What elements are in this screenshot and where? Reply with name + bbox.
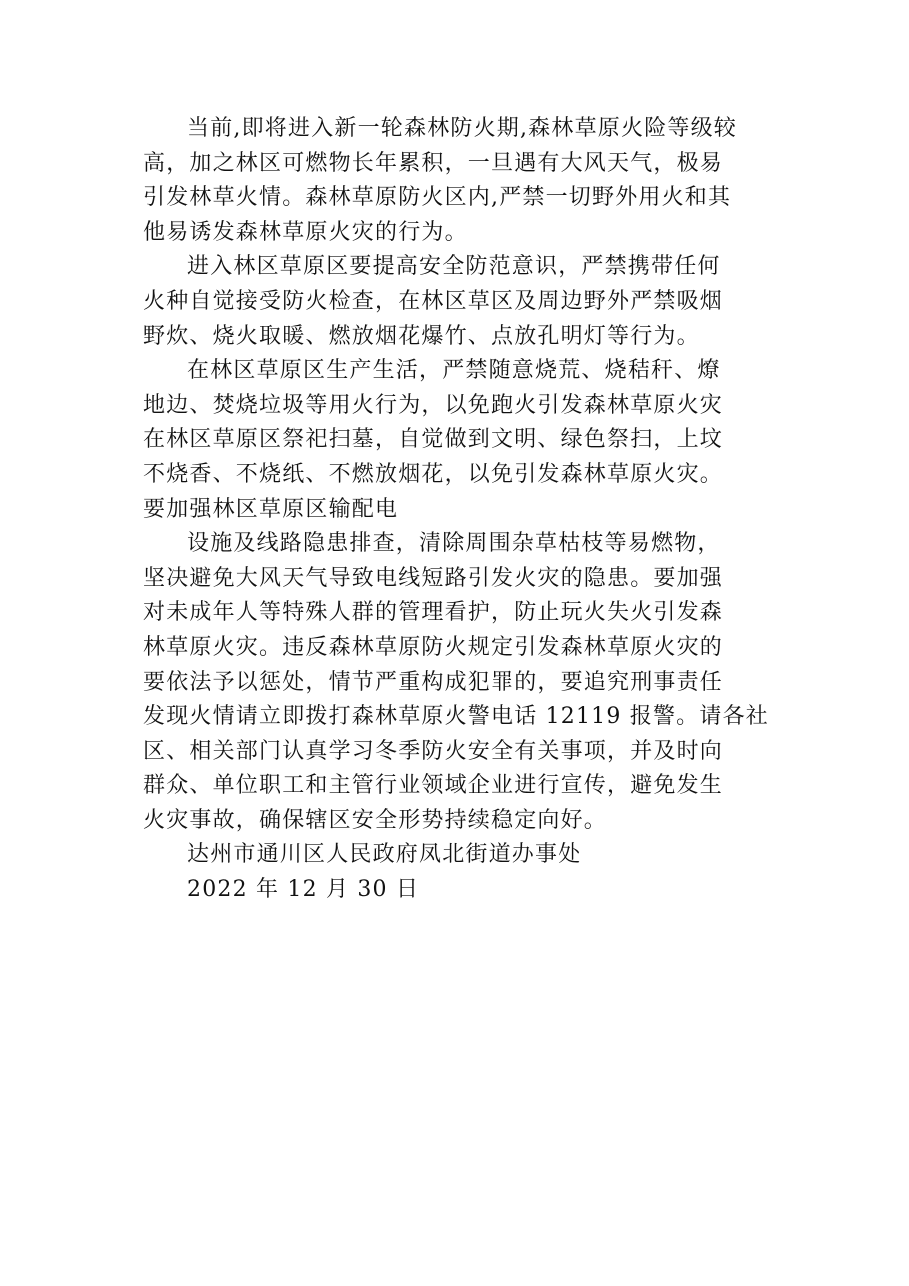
text-line: 要加强林区草原区输配电 [143, 496, 399, 522]
text-line: 不烧香、不烧纸、不燃放烟花，以免引发森林草原火灾。 [143, 461, 724, 487]
text-line: 当前,即将进入新一轮森林防火期,森林草原火险等级较 [187, 116, 737, 141]
issuer-name: 达州市通川区人民政府凤北街道办事处 [187, 842, 582, 868]
text-line: 林草原火灾。违反森林草原防火规定引发森林草原火灾的 [143, 634, 724, 660]
text-line: 火灾事故，确保辖区安全形势持续稳定向好。 [143, 807, 608, 833]
text-line: 区、相关部门认真学习冬季防火安全有关事项，并及时向 [143, 738, 724, 764]
text-line: 坚决避免大风天气导致电线短路引发火灾的隐患。要加强 [143, 565, 724, 591]
issue-date: 2022 年 12 月 30 日 [187, 877, 420, 903]
text-line: 在林区草原区祭祀扫墓，自觉做到文明、绿色祭扫，上坟 [143, 427, 724, 453]
text-line: 对未成年人等特殊人群的管理看护，防止玩火失火引发森 [143, 600, 724, 626]
text-line: 高，加之林区可燃物长年累积，一旦遇有大风天气，极易 [143, 150, 724, 176]
text-line: 进入林区草原区要提高安全防范意识，严禁携带任何 [187, 254, 721, 280]
text-line: 要依法予以惩处，情节严重构成犯罪的，要追究刑事责任 [143, 669, 724, 695]
text-line: 引发林草火情。森林草原防火区内,严禁一切野外用火和其 [143, 185, 732, 211]
text-line: 发现火情请立即拨打森林草原火警电话 12119 报警。请各社 [143, 704, 769, 730]
text-line: 地边、焚烧垃圾等用火行为，以免跑火引发森林草原火灾 [143, 392, 724, 418]
notice-body [143, 112, 783, 908]
text-line: 火种自觉接受防火检查，在林区草区及周边野外严禁吸烟 [143, 288, 724, 314]
text-line: 群众、单位职工和主管行业领域企业进行宣传，避免发生 [143, 773, 724, 799]
text-line: 野炊、烧火取暖、燃放烟花爆竹、点放孔明灯等行为。 [143, 323, 700, 349]
text-line: 他易诱发森林草原火灾的行为。 [143, 219, 468, 245]
text-line: 设施及线路隐患排查，清除周围杂草枯枝等易燃物， [187, 531, 721, 557]
text-line: 在林区草原区生产生活，严禁随意烧荒、烧秸秆、燎 [187, 358, 721, 384]
